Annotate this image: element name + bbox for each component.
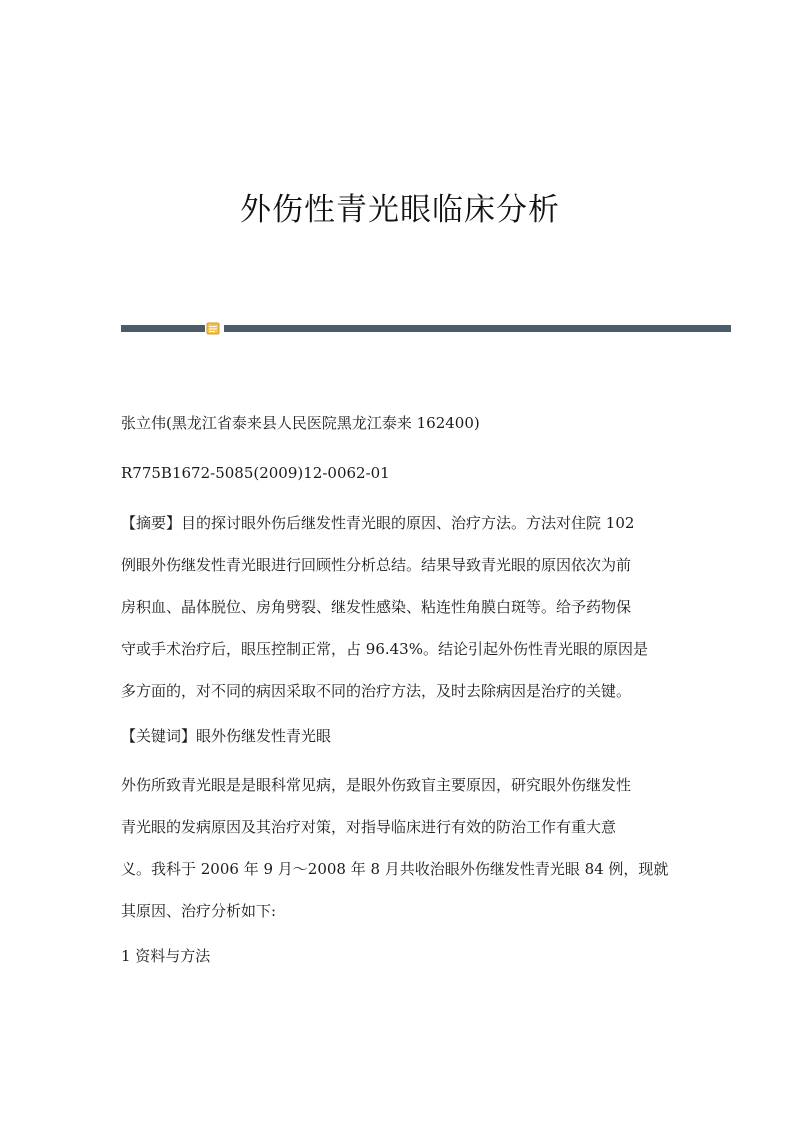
abstract-line: 多方面的，对不同的病因采取不同的治疗方法，及时去除病因是治疗的关键。 (121, 682, 632, 700)
author-affiliation: 张立伟(黑龙江省泰来县人民医院黑龙江泰来 162400) (121, 414, 480, 432)
page-title: 外伤性青光眼临床分析 (240, 192, 560, 228)
section-heading: 1 资料与方法 (121, 947, 211, 965)
intro-line: 其原因、治疗分析如下: (121, 902, 277, 920)
title-divider-right (224, 325, 731, 332)
intro-line: 义。我科于 2006 年 9 月～2008 年 8 月共收治眼外伤继发性青光眼 84 例，现就 (121, 860, 669, 878)
intro-line: 青光眼的发病原因及其治疗对策，对指导临床进行有效的防治工作有重大意 (121, 818, 617, 836)
abstract-line: 例眼外伤继发性青光眼进行回顾性分析总结。结果导致青光眼的原因依次为前 (121, 556, 632, 574)
classification-code: R775B1672-5085(2009)12-0062-01 (121, 464, 390, 482)
document-icon (206, 322, 220, 335)
keywords: 【关键词】眼外伤继发性青光眼 (121, 727, 332, 745)
introduction (121, 764, 681, 932)
abstract-line: 【摘要】目的探讨眼外伤后继发性青光眼的原因、治疗方法。方法对住院 102 (121, 514, 635, 532)
abstract-line: 守或手术治疗后，眼压控制正常，占 96.43%。结论引起外伤性青光眼的原因是 (121, 640, 648, 658)
title-divider-left (121, 325, 205, 332)
abstract (121, 502, 681, 712)
intro-line: 外伤所致青光眼是是眼科常见病，是眼外伤致盲主要原因，研究眼外伤继发性 (121, 776, 632, 794)
abstract-line: 房积血、晶体脱位、房角劈裂、继发性感染、粘连性角膜白斑等。给予药物保 (121, 598, 632, 616)
